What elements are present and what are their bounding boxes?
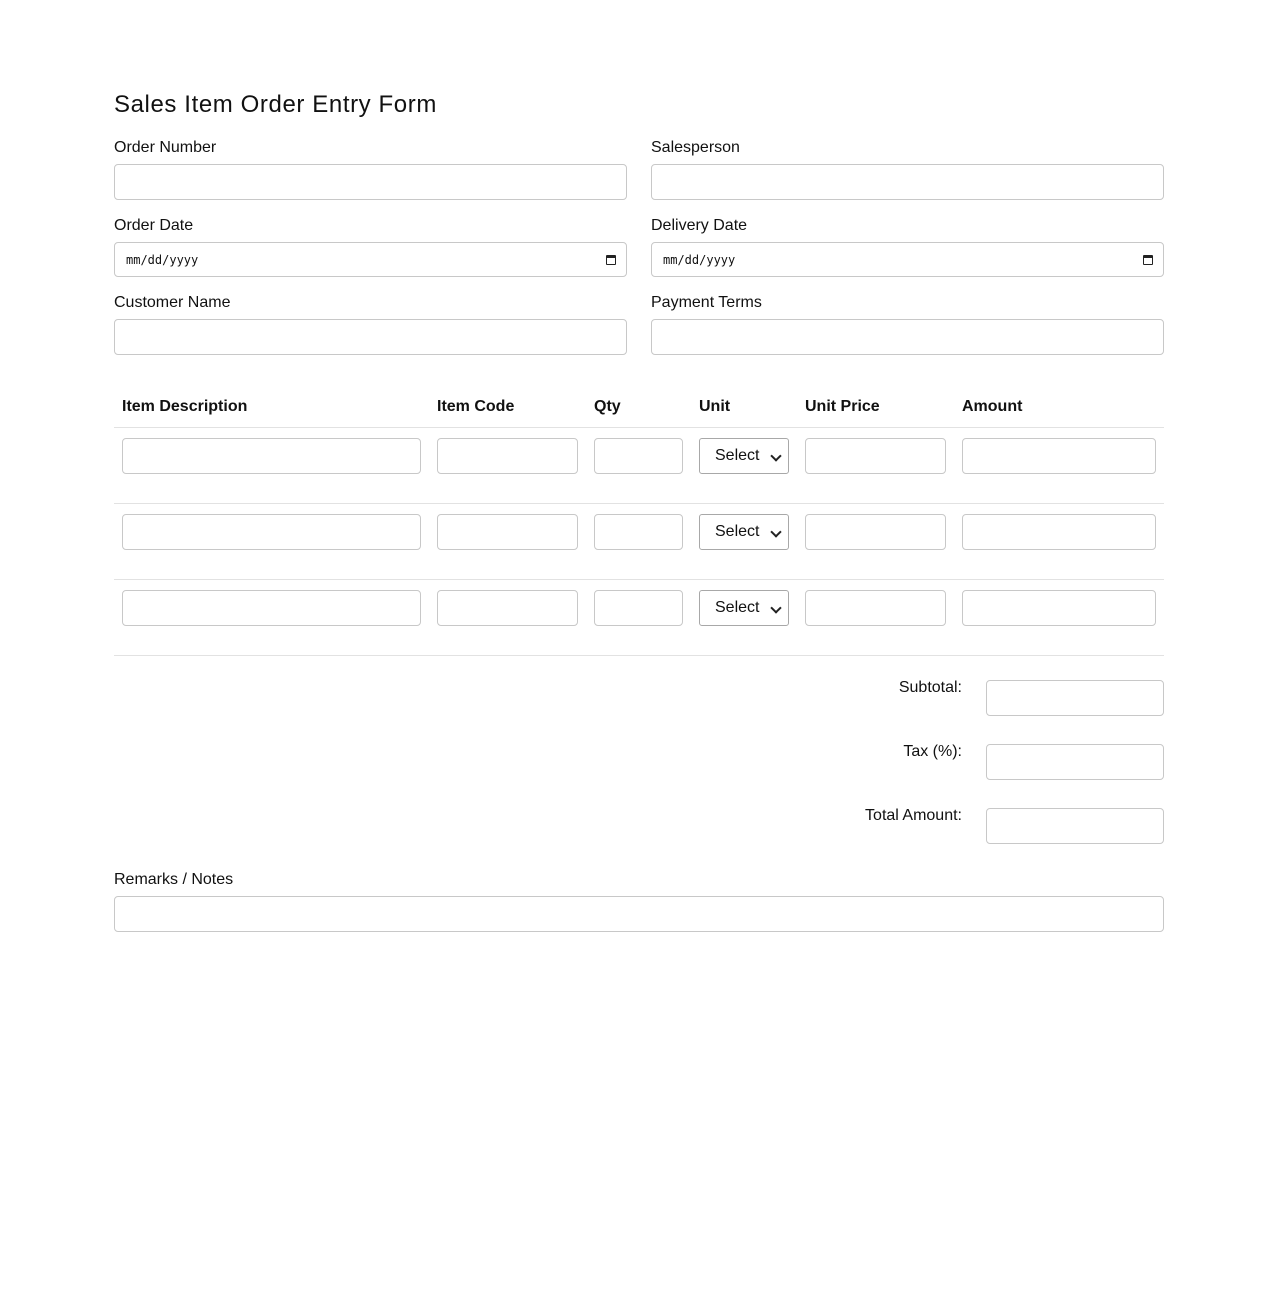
unit-select[interactable] bbox=[699, 438, 789, 474]
remarks-label: Remarks / Notes bbox=[114, 871, 234, 888]
calendar-icon[interactable] bbox=[606, 255, 616, 265]
unit-price-input[interactable] bbox=[805, 514, 946, 550]
row-divider bbox=[114, 503, 1164, 504]
header-item-code: Item Code bbox=[437, 398, 515, 415]
chevron-down-icon bbox=[770, 602, 781, 613]
header-unit-price: Unit Price bbox=[805, 398, 880, 415]
qty-input[interactable] bbox=[594, 438, 683, 474]
amount-input[interactable] bbox=[962, 590, 1156, 626]
unit-price-input[interactable] bbox=[805, 438, 946, 474]
header-amount: Amount bbox=[962, 398, 1023, 415]
tax-label: Tax (%): bbox=[903, 743, 962, 760]
order-date-placeholder: mm/dd/yyyy bbox=[126, 252, 199, 267]
subtotal-label: Subtotal: bbox=[898, 679, 962, 696]
amount-input[interactable] bbox=[962, 514, 1156, 550]
tax-input[interactable] bbox=[986, 744, 1164, 780]
item-code-input[interactable] bbox=[437, 438, 578, 474]
subtotal-input[interactable] bbox=[986, 680, 1164, 716]
delivery-date-label: Delivery Date bbox=[651, 217, 748, 234]
header-item-description: Item Description bbox=[122, 398, 248, 415]
order-date-input[interactable] bbox=[114, 242, 627, 277]
unit-price-input[interactable] bbox=[805, 590, 946, 626]
delivery-date-placeholder: mm/dd/yyyy bbox=[663, 252, 736, 267]
row-divider bbox=[114, 655, 1164, 656]
salesperson-label: Salesperson bbox=[651, 139, 740, 156]
total-amount-input[interactable] bbox=[986, 808, 1164, 844]
order-number-label: Order Number bbox=[114, 139, 217, 156]
remarks-input[interactable] bbox=[114, 896, 1164, 932]
table-header-divider bbox=[114, 427, 1164, 428]
amount-input[interactable] bbox=[962, 438, 1156, 474]
item-description-input[interactable] bbox=[122, 590, 421, 626]
item-description-input[interactable] bbox=[122, 438, 421, 474]
payment-terms-input[interactable] bbox=[651, 319, 1164, 355]
payment-terms-label: Payment Terms bbox=[651, 294, 762, 311]
qty-input[interactable] bbox=[594, 590, 683, 626]
item-code-input[interactable] bbox=[437, 590, 578, 626]
qty-input[interactable] bbox=[594, 514, 683, 550]
customer-name-label: Customer Name bbox=[114, 294, 231, 311]
page-title: Sales Item Order Entry Form bbox=[114, 91, 437, 118]
delivery-date-input[interactable] bbox=[651, 242, 1164, 277]
chevron-down-icon bbox=[770, 526, 781, 537]
unit-select-value: Select bbox=[715, 447, 760, 464]
chevron-down-icon bbox=[770, 450, 781, 461]
order-date-label: Order Date bbox=[114, 217, 194, 234]
customer-name-input[interactable] bbox=[114, 319, 627, 355]
calendar-icon[interactable] bbox=[1143, 255, 1153, 265]
total-amount-label: Total Amount: bbox=[865, 807, 962, 824]
unit-select[interactable] bbox=[699, 590, 789, 626]
header-qty: Qty bbox=[594, 398, 621, 415]
order-number-input[interactable] bbox=[114, 164, 627, 200]
unit-select-value: Select bbox=[715, 599, 760, 616]
unit-select[interactable] bbox=[699, 514, 789, 550]
salesperson-input[interactable] bbox=[651, 164, 1164, 200]
unit-select-value: Select bbox=[715, 523, 760, 540]
header-unit: Unit bbox=[699, 398, 731, 415]
item-code-input[interactable] bbox=[437, 514, 578, 550]
item-description-input[interactable] bbox=[122, 514, 421, 550]
row-divider bbox=[114, 579, 1164, 580]
